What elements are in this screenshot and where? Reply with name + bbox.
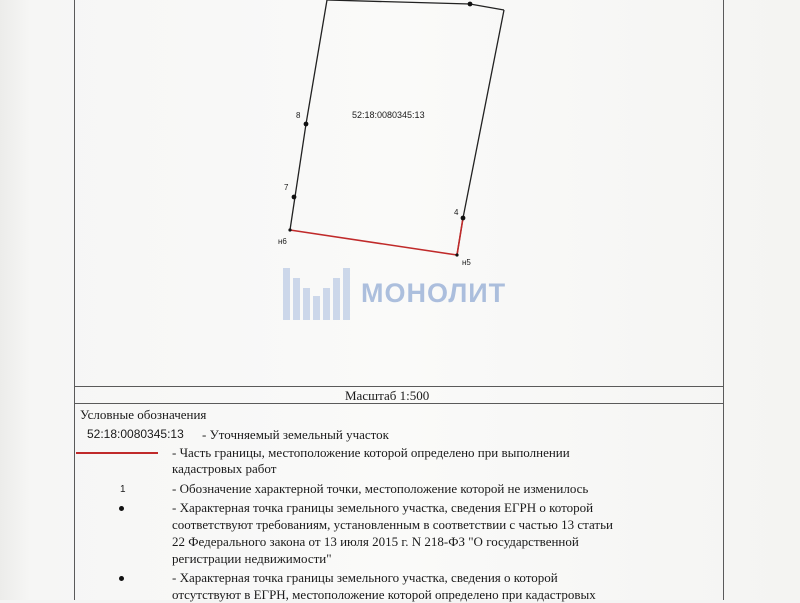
legend-parcel-code: 52:18:0080345:13 [87,427,184,441]
new-boundary-south [290,230,457,255]
point-4 [461,216,466,221]
legend-item-point-missing-line2: отсутствуют в ЕГРН, местоположение которой определено при кадастровых [172,587,596,602]
point-7 [292,195,297,200]
legend-item-point-unchanged: - Обозначение характерной точки, местоположение которой не изменилось [172,481,589,496]
monolit-watermark-text: МОНОЛИТ [361,278,507,308]
boundary-north [327,0,504,10]
point-8 [304,122,309,127]
legend-item-point-egrn-line4: регистрации недвижимости" [172,551,332,566]
point-label-n6: н6 [278,237,287,246]
legend-item-point-egrn-line3: 22 Федерального закона от 13 июля 2015 г. N 218-ФЗ "О государственной [172,534,579,549]
legend-item-boundary-line1: - Часть границы, местоположение которой определено при выполнении [172,445,570,460]
frame-divider-top [74,386,724,387]
point-label-n5: н5 [462,258,471,267]
legend-item-point-egrn-line2: соответствуют требованиям, установленным в соответствии с частью 13 статьи [172,517,613,532]
parcel-cadastral-label: 52:18:0080345:13 [352,110,425,120]
point-n6 [288,228,291,231]
point-top [468,2,473,7]
legend-item-parcel: - Уточняемый земельный участок [202,427,389,442]
point-n5 [455,253,458,256]
map-scale: Масштаб 1:500 [345,388,430,403]
legend-point-dot-symbol [119,506,124,511]
monolit-logo-icon [283,266,353,322]
legend-item-point-egrn-line1: - Характерная точка границы земельного участка, сведения ЕГРН о которой [172,500,594,515]
new-boundary-east [457,218,463,255]
legend-point-dot-symbol-2 [119,576,124,581]
legend-title: Условные обозначения [80,407,207,422]
point-label-4: 4 [454,208,459,217]
legend-point-number-symbol: 1 [120,484,126,495]
legend-item-point-missing-line1: - Характерная точка границы земельного участка, сведения о которой [172,570,558,585]
point-label-7: 7 [284,183,289,192]
point-label-8: 8 [296,111,301,120]
legend-red-line-symbol [76,452,158,454]
legend-item-boundary-line2: кадастровых работ [172,461,277,476]
monolit-watermark [283,266,523,322]
